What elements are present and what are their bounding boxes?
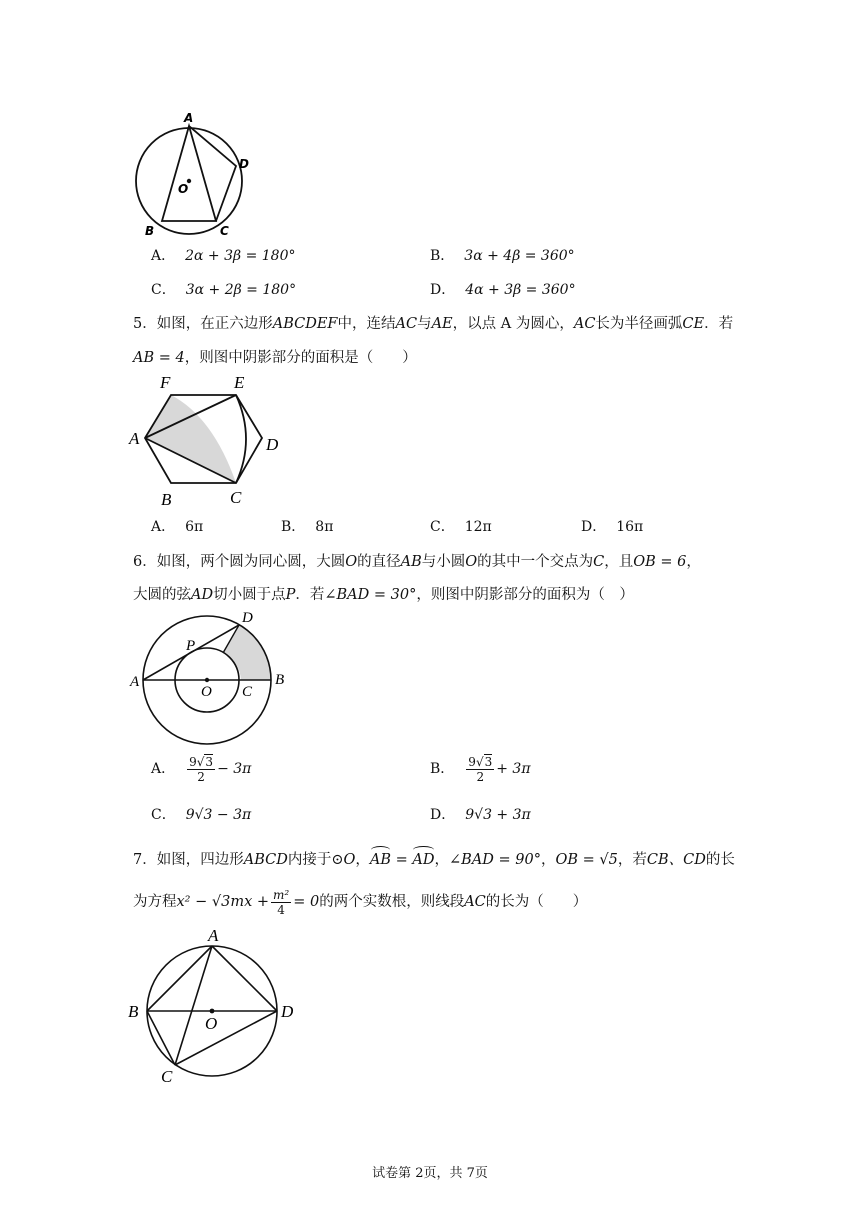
q5-label-d: D: [266, 435, 279, 454]
q5-stem-line2: AB = 4，则图中阴影部分的面积是（ ）: [133, 350, 417, 366]
q5-option-c[interactable]: C． 12π: [430, 519, 492, 535]
q5-label-f: F: [160, 373, 171, 392]
q6-label-p: P: [186, 638, 196, 654]
q6-option-a[interactable]: A． $\frac{9√3}{2}$ − 3π: [151, 754, 252, 784]
q4-figure: [128, 108, 258, 238]
q6-label-b: B: [275, 672, 285, 688]
q4-option-d[interactable]: D． 4α + 3β = 360°: [430, 282, 576, 298]
q4-option-c[interactable]: C． 3α + 2β = 180°: [151, 282, 297, 298]
q5-label-a: A: [129, 429, 140, 448]
q7-equation-fraction: $\frac{\text{m²}}{4}$: [273, 887, 290, 917]
q7-stem-line2: 为方程x² − √3mx + $\frac{\text{m²}}{4}$ = 0的两个实数根，则线段AC的长为（ ）: [133, 887, 588, 917]
q5-label-e: E: [234, 373, 245, 392]
q5-label-b: B: [161, 490, 172, 509]
q7-label-a: A: [208, 926, 219, 945]
q5-label-c: C: [230, 488, 242, 507]
page-footer: 试卷第 2页，共 7页: [372, 1166, 488, 1181]
q7-label-c: C: [161, 1067, 173, 1086]
q6-option-c[interactable]: C． 9√3 − 3π: [151, 807, 252, 823]
q4-label-a: A: [184, 111, 194, 125]
q5-option-a[interactable]: A． 6π: [151, 519, 204, 535]
q6-stem-line1: 6．如图，两个圆为同心圆，大圆O的直径AB与小圆O的其中一个交点为C，且OB = 6，: [133, 554, 701, 570]
q7-label-d: D: [281, 1002, 294, 1021]
q6-stem-line2: 大圆的弦AD切小圆于点P．若∠BAD = 30°，则图中阴影部分的面积为（ ）: [133, 587, 634, 603]
q7-stem-line1: 7．如图，四边形ABCD内接于⊙O，AB = AD，∠BAD = 90°，OB = √5，若CB、CD的长: [133, 849, 735, 871]
q4-label-c: C: [220, 224, 229, 238]
q4-option-a[interactable]: A． 2α + 3β = 180°: [151, 248, 296, 264]
q4-label-d: D: [239, 157, 249, 171]
q5-figure: [128, 370, 288, 515]
q4-label-b: B: [145, 224, 155, 238]
q5-option-b[interactable]: B． 8π: [281, 519, 334, 535]
q6-option-b-fraction: $\frac{9√3}{2}$: [468, 754, 493, 784]
q6-option-a-fraction: $\frac{9√3}{2}$: [189, 754, 214, 784]
q5-stem-line1: 5．如图，在正六边形ABCDEF中，连结AC与AE，以点 A 为圆心，AC长为半径画弧CE．若: [133, 316, 734, 332]
q7-figure: [125, 925, 305, 1085]
q4-option-b[interactable]: B． 3α + 4β = 360°: [430, 248, 575, 264]
q6-option-b[interactable]: B． $\frac{9√3}{2}$ + 3π: [430, 754, 531, 784]
q5-option-d[interactable]: D． 16π: [581, 519, 644, 535]
q6-figure: [125, 608, 300, 748]
q6-label-a: A: [130, 674, 140, 690]
q6-option-d[interactable]: D． 9√3 + 3π: [430, 807, 531, 823]
q7-label-b: B: [128, 1002, 139, 1021]
q6-label-o: O: [201, 684, 212, 700]
q7-label-o: O: [205, 1014, 218, 1033]
q6-label-d: D: [242, 610, 253, 626]
q6-label-c: C: [242, 684, 253, 700]
q4-label-o: O: [178, 182, 189, 196]
